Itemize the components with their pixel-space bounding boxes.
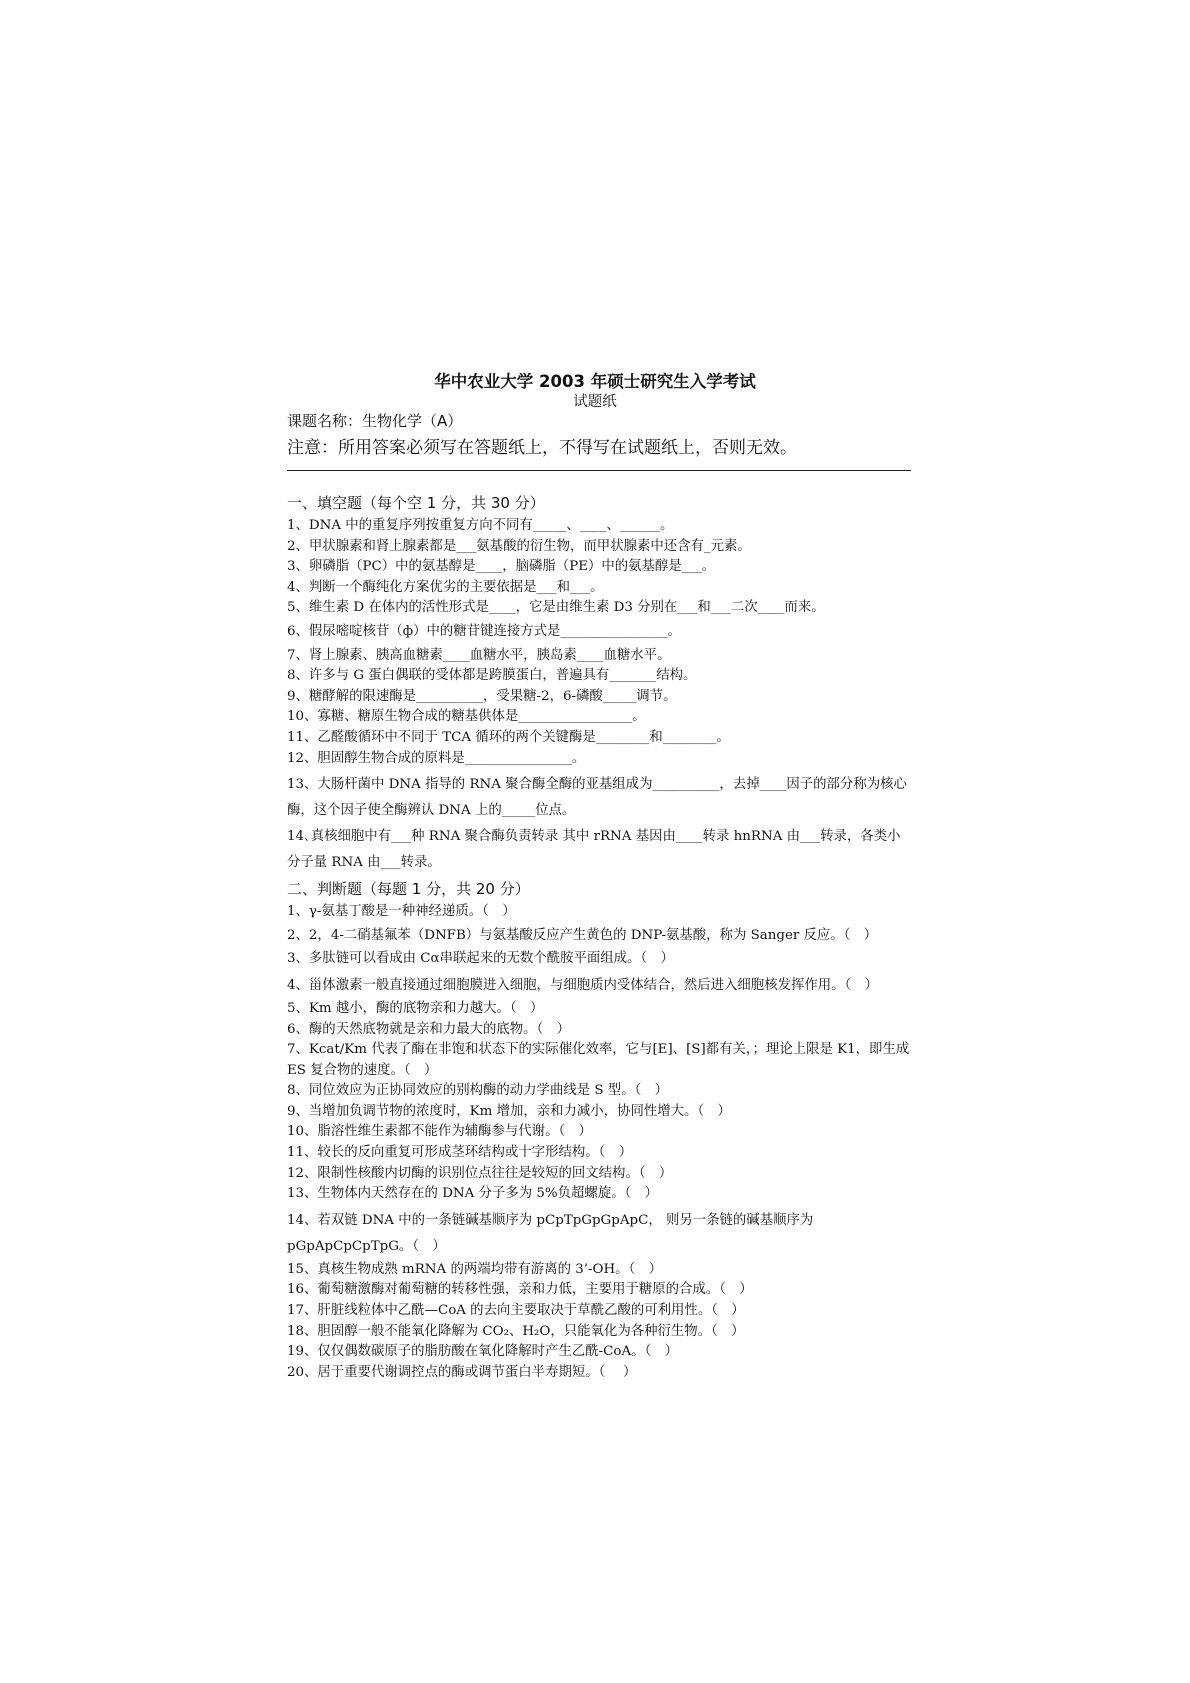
- section-heading-fill-blank: 一、填空题（每个空 1 分，共 30 分）: [287, 494, 545, 512]
- question-item: 4、甾体激素一般直接通过细胞膜进入细胞，与细胞质内受体结合，然后进入细胞核发挥作用。（ ）: [287, 977, 879, 993]
- exam-notice: 注意：所用答案必须写在答题纸上，不得写在试题纸上，否则无效。: [287, 438, 797, 458]
- question-item: 11、乙醛酸循环中不同于 TCA 循环的两个关键酶是________和________。: [287, 729, 730, 745]
- question-item: 5、维生素 D 在体内的活性形式是____，它是由维生素 D3 分别在___和___二次____而来。: [287, 600, 825, 616]
- question-item: 2、甲状腺素和肾上腺素都是___氨基酸的衍生物，而甲状腺素中还含有_元素。: [287, 538, 751, 554]
- question-item: 16、葡萄糖激酶对葡萄糖的转移性强，亲和力低，主要用于糖原的合成。（ ）: [287, 1282, 753, 1298]
- question-item: 5、Km 越小，酶的底物亲和力越大。（ ）: [287, 1000, 544, 1016]
- question-item: 18、胆固醇一般不能氧化降解为 CO₂、H₂O，只能氧化为各种衍生物。（ ）: [287, 1323, 745, 1339]
- course-name: 课题名称：生物化学（A）: [287, 412, 463, 430]
- exam-title: 华中农业大学 2003 年硕士研究生入学考试: [434, 372, 756, 391]
- question-item: 9、糖酵解的限速酶是__________，受果糖-2，6-磷酸_____调节。: [287, 688, 677, 704]
- question-item: 8、许多与 G 蛋白偶联的受体都是跨膜蛋白，普遍具有_______结构。: [287, 668, 697, 684]
- question-item: 13、大肠杆菌中 DNA 指导的 RNA 聚合酶全酶的亚基组成为__________，去掉____因子的部分称为核心酶，这个因子使全酶辨认 DNA 上的_____位点。: [287, 777, 907, 819]
- question-item: 1、DNA 中的重复序列按重复方向不同有_____、____、______。: [287, 518, 674, 533]
- question-item: 13、生物体内天然存在的 DNA 分子多为 5%负超螺旋。（ ）: [287, 1186, 659, 1202]
- question-item: 14､真核细胞中有___种 RNA 聚合酶负责转录 其中 rRNA 基因由____转录 hnRNA 由___转录，各类小分子量 RNA 由___转录。: [287, 829, 901, 871]
- question-item: 7、Kcat/Km 代表了酶在非饱和状态下的实际催化效率，它与[E]、[S]都有关，；理论上限是 K1，即生成 ES 复合物的速度。（ ）: [287, 1042, 910, 1078]
- question-item: 8、同位效应为正协同效应的别构酶的动力学曲线是 S 型。（ ）: [287, 1083, 669, 1099]
- question-item: 9、当增加负调节物的浓度时，Km 增加，亲和力减小，协同性增大。（ ）: [287, 1103, 731, 1119]
- header-divider: [287, 470, 911, 471]
- question-item: 14、若双链 DNA 中的一条链碱基顺序为 pCpTpGpGpApC， 则另一条链的碱基顺序为 pGpApCpCpTpG。（ ）: [287, 1212, 814, 1254]
- question-item: 2、2，4-二硝基氟苯（DNFB）与氨基酸反应产生黄色的 DNP-氨基酸，称为 Sanger 反应。（ ）: [287, 927, 878, 943]
- question-item: 19、仅仅偶数碳原子的脂肪酸在氧化降解时产生乙酰-CoA。（ ）: [287, 1344, 678, 1360]
- question-item: 1、γ-氨基丁酸是一种神经递质。（ ）: [287, 904, 516, 920]
- question-item: 3、多肽链可以看成由 Cα串联起来的无数个酰胺平面组成。（ ）: [287, 951, 674, 967]
- question-item: 15、真核生物成熟 mRNA 的两端均带有游离的 3’-OH。（ ）: [287, 1261, 663, 1277]
- question-item: 7、肾上腺素、胰高血糖素____血糖水平，胰岛素____血糖水平。: [287, 647, 671, 663]
- question-item: 12、胆固醇生物合成的原料是________________。: [287, 750, 586, 766]
- question-item: 10、脂溶性维生素都不能作为辅酶参与代谢。（ ）: [287, 1124, 592, 1140]
- exam-subtitle: 试题纸: [573, 394, 617, 410]
- question-item: 10、寡糖、糖原生物合成的糖基供体是_________________。: [287, 709, 646, 725]
- question-item: 4、判断一个酶纯化方案优劣的主要依据是___和___。: [287, 579, 604, 595]
- question-item: 6、假尿嘧啶核苷（ф）中的糖苷键连接方式是________________。: [287, 623, 681, 639]
- section-heading-true-false: 二、判断题（每题 1 分，共 20 分）: [287, 880, 530, 899]
- question-item: 12、限制性核酸内切酶的识别位点往往是较短的回文结构。（ ）: [287, 1165, 673, 1181]
- question-item: 3、卵磷脂（PC）中的氨基醇是____，脑磷脂（PE）中的氨基醇是___。: [287, 559, 716, 575]
- question-item: 6、酶的天然底物就是亲和力最大的底物。（ ）: [287, 1021, 571, 1037]
- exam-content: [287, 490, 913, 1383]
- question-item: 20、居于重要代谢调控点的酶或调节蛋白半寿期短。（ ）: [287, 1364, 637, 1380]
- question-item: 11、较长的反向重复可形成茎环结构或十字形结构。（ ）: [287, 1145, 633, 1161]
- question-item: 17、肝脏线粒体中乙酰—CoA 的去向主要取决于草酰乙酸的可利用性。（ ）: [287, 1303, 745, 1319]
